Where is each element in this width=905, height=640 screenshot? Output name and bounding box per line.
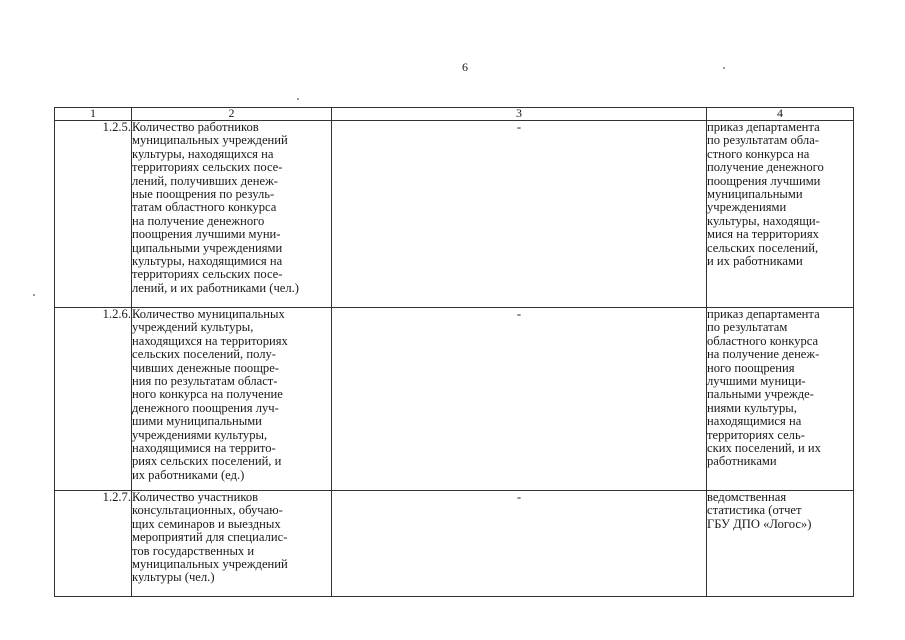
table-row xyxy=(55,308,854,491)
indicator-name xyxy=(132,491,332,597)
row-number: 1.2.6. xyxy=(55,308,132,491)
table-header-row xyxy=(55,108,854,121)
data-source-line: получение денежного xyxy=(707,160,824,175)
data-source-line: по результатам обла- xyxy=(707,133,819,148)
data-source-line: ведомственная xyxy=(707,490,787,504)
data-source-line: мися на территориях xyxy=(707,227,819,242)
data-source-line: ских поселений, и их xyxy=(707,441,821,456)
data-source-line: пальными учрежде- xyxy=(707,387,814,402)
indicator-name-line: находящимися на террито- xyxy=(132,441,276,456)
indicator-table xyxy=(54,107,854,597)
indicator-value: - xyxy=(332,121,707,308)
scan-speck xyxy=(33,294,35,296)
indicator-name-line: муниципальных учреждений xyxy=(132,133,288,148)
data-source-line: находящимися на xyxy=(707,414,802,429)
data-source xyxy=(707,491,854,597)
indicator-name-line: культуры (чел.) xyxy=(132,570,215,585)
column-header: 3 xyxy=(332,108,707,121)
indicator-name-line: Количество участников xyxy=(132,490,259,504)
indicator-name-line: ного конкурса на получение xyxy=(132,387,283,402)
indicator-name-line: денежного поощрения луч- xyxy=(132,400,279,415)
data-source-line: работниками xyxy=(707,454,777,469)
row-number: 1.2.5. xyxy=(55,121,132,308)
indicator-name-line: на получение денежного xyxy=(132,213,265,228)
scan-speck xyxy=(297,98,299,100)
column-header: 1 xyxy=(55,108,132,121)
table-row xyxy=(55,491,854,597)
indicator-name-line: учреждений культуры, xyxy=(132,320,254,335)
scan-speck xyxy=(723,67,725,69)
data-source-line: ниями культуры, xyxy=(707,400,797,415)
data-source-line: областного конкурса xyxy=(707,333,819,348)
indicator-name-line: шими муниципальными xyxy=(132,414,262,429)
indicator-name-line: татам областного конкурса xyxy=(132,200,277,215)
data-source-line: и их работниками xyxy=(707,254,803,269)
data-source-line: лучшими муници- xyxy=(707,374,806,389)
page-number: 6 xyxy=(462,60,468,74)
indicator-name-line: учреждениями культуры, xyxy=(132,427,268,442)
indicator-name-line: сельских поселений, полу- xyxy=(132,347,276,362)
indicator-name-line: Количество муниципальных xyxy=(132,307,285,321)
indicator-name-line: Количество работников xyxy=(132,120,259,134)
indicator-value: - xyxy=(332,308,707,491)
data-source-line: приказ департамента xyxy=(707,307,820,321)
data-source-line: на получение денеж- xyxy=(707,347,820,362)
data-source-line: стного конкурса на xyxy=(707,146,810,161)
data-source-line: приказ департамента xyxy=(707,120,820,134)
indicator-name-line: ципальными учреждениями xyxy=(132,240,283,255)
indicator-name-line: их работниками (ед.) xyxy=(132,467,245,482)
indicator-name-line: культуры, находящимися на xyxy=(132,254,283,269)
indicator-name-line: лений, получивших денеж- xyxy=(132,173,278,188)
indicator-name xyxy=(132,121,332,308)
data-source-line: муниципальными xyxy=(707,187,803,202)
data-source-line: культуры, находящи- xyxy=(707,213,820,228)
row-number: 1.2.7. xyxy=(55,491,132,597)
column-header: 2 xyxy=(132,108,332,121)
data-source-line: статистика (отчет xyxy=(707,503,802,518)
indicator-name-line: консультационных, обучаю- xyxy=(132,503,283,518)
indicator-name-line: тов государственных и xyxy=(132,543,255,558)
indicator-name-line: территориях сельских посе- xyxy=(132,267,283,282)
data-source-line: поощрения лучшими xyxy=(707,173,821,188)
indicator-value: - xyxy=(332,491,707,597)
indicator-name-line: чивших денежные поощре- xyxy=(132,360,279,375)
indicator-name-line: ные поощрения по резуль- xyxy=(132,187,275,202)
column-header: 4 xyxy=(707,108,854,121)
indicator-name-line: щих семинаров и выездных xyxy=(132,516,281,531)
data-source xyxy=(707,121,854,308)
data-source-line: сельских поселений, xyxy=(707,240,819,255)
indicator-name-line: риях сельских поселений, и xyxy=(132,454,282,469)
data-source-line: по результатам xyxy=(707,320,788,335)
indicator-name-line: ния по результатам област- xyxy=(132,374,278,389)
indicator-name xyxy=(132,308,332,491)
indicator-name-line: территориях сельских посе- xyxy=(132,160,283,175)
indicator-name-line: мероприятий для специалис- xyxy=(132,530,288,545)
data-source xyxy=(707,308,854,491)
table-row xyxy=(55,121,854,308)
data-source-line: территориях сель- xyxy=(707,427,805,442)
data-source-line: учреждениями xyxy=(707,200,787,215)
indicator-name-line: лений, и их работниками (чел.) xyxy=(132,280,299,295)
indicator-name-line: муниципальных учреждений xyxy=(132,557,288,572)
data-source-line: ного поощрения xyxy=(707,360,795,375)
indicator-name-line: поощрения лучшими муни- xyxy=(132,227,281,242)
data-source-line: ГБУ ДПО «Логос») xyxy=(707,516,812,531)
indicator-name-line: культуры, находящихся на xyxy=(132,146,274,161)
indicator-name-line: находящихся на территориях xyxy=(132,333,288,348)
